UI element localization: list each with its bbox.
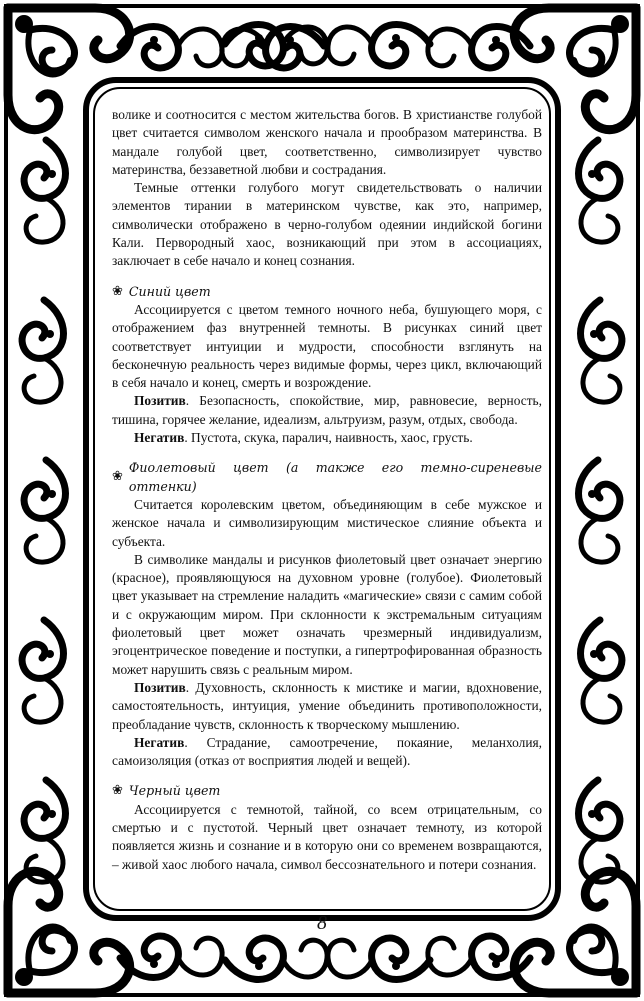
body-text	[112, 106, 542, 874]
flower-bullet-icon: ❀	[112, 469, 123, 485]
section-heading-blue	[112, 283, 542, 301]
intro-paragraph-1: волике и соотносится с местом жительства богов. В христианстве голубой цвет считается символом женского начала и прообразом материнства. В мандале голубой цвет, соответственно, символизирует чувство материнства, беззаветной любви и сострадания.	[112, 107, 542, 177]
negative-text: . Страдание, самоотречение, покаяние, меланхолия, самоизоляция (отказ от восприятия людей и вещей).	[112, 734, 542, 769]
section-title: Синий цвет	[128, 283, 211, 299]
positive-paragraph	[112, 392, 542, 429]
positive-label: Позитив	[134, 679, 186, 695]
positive-text: . Безопасность, спокойствие, мир, равновесие, верность, тишина, горячее желание, идеализм, альтруизм, разум, отдых, свобода.	[112, 393, 542, 427]
positive-text: . Духовность, склонность к мистике и магии, вдохновение, самостоятельность, интуиция, умение объединить противоположности, преобладание чувств, склонность к творческому мышлению.	[112, 679, 542, 732]
section-paragraph: В символике мандалы и рисунков фиолетовый цвет означает энергию (красное), проявляющуюся на духовном уровне (голубое). Фиолетовый цвет указывает на стремление наладить «магические» связи с самим собой и с окружающим миром. При склонности к экстремальным ситуациям фиолетовый цвет может означать чрезмерный индивидуализм, эгоцентрическое поведение и поступки, а гипертрофированная образность может нарушить связь с реальным миром.	[112, 551, 542, 677]
section-paragraph: Ассоциируется с темнотой, тайной, со всем отрицательным, со смертью и с пустотой. Черный цвет означает темноту, из которой появляется жизнь и сознание и в которую они со временем возвращаются, – живой хаос любого начала, символ бессознательного и потери сознания.	[112, 801, 542, 872]
negative-label: Негатив	[134, 430, 185, 446]
section-title: Черный цвет	[128, 783, 221, 799]
negative-label: Негатив	[134, 734, 185, 750]
negative-paragraph	[112, 734, 542, 771]
flower-bullet-icon: ❀	[112, 283, 123, 299]
section-heading-violet	[112, 459, 542, 496]
positive-label: Позитив	[134, 393, 186, 409]
flower-bullet-icon: ❀	[112, 783, 123, 799]
page-number: 8	[317, 912, 327, 934]
section-heading-black	[112, 782, 542, 800]
section-paragraph: Ассоциируется с цветом темного ночного неба, бушующего моря, с отображением фаз внутренней темноты. В рисунках синий цвет соответствует интуиции и мудрости, способности взглянуть на бесконечную реальность через видимые формы, через цикл, включающий в себя начало и конец, смерть и возрождение.	[112, 301, 542, 391]
section-title: Фиолетовый цвет (а также его темно-сиреневые оттенки)	[128, 460, 542, 494]
section-paragraph: Считается королевским цветом, объединяющим в себе мужское и женское начала и символизирующим мистическое слияние объекта и субъекта.	[112, 496, 542, 549]
negative-paragraph	[112, 429, 542, 447]
positive-paragraph	[112, 679, 542, 734]
intro-paragraph-2: Темные оттенки голубого могут свидетельствовать о наличии элементов тирании в материнском чувстве, как это, например, символически отображено в черно-голубом одеянии индийской богини Кали. Первородный хаос, возникающий при этом в ассоциациях, заключает в себе начало и конец сознания.	[112, 180, 542, 269]
negative-text: . Пустота, скука, паралич, наивность, хаос, грусть.	[184, 430, 473, 446]
